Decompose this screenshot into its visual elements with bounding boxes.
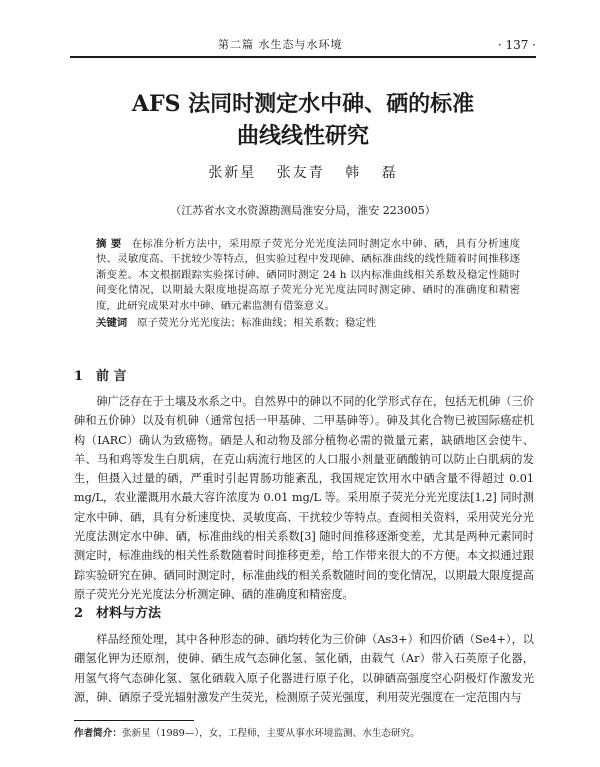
paper-title	[70, 88, 536, 152]
section-number: 2	[74, 606, 84, 621]
authors: 张新星 张友青 韩 磊	[208, 165, 398, 181]
author-footnote	[74, 727, 534, 741]
abstract	[96, 237, 520, 314]
page-number: · 137 ·	[497, 38, 536, 52]
title-line-2: 曲线线性研究	[236, 123, 369, 149]
introduction-paragraph: 砷广泛存在于土壤及水系之中。自然界中的砷以不同的化学形式存在，包括无机砷（三价砷和五价砷）以及有机砷（通常包括一甲基砷、二甲基砷等）。砷及其化合物已被国际癌症机构（IARC）确认为致癌物。硒是人和动物及部分植物必需的微量元素，缺硒地区会使牛、羊、马和鸡等发生白肌病，在克山病流行地区的人口服小剂量亚硒酸钠可以防止白肌病的发生，但摄入过量的硒，严重时引起胃肠功能紊乱，我国规定饮用水中硒含量不得超过 0.01 mg/L，农业灌溉用水最大容许浓度为 0.01 mg/L 等。采用原子荧光分光光度法[1,2] 同时测定水中砷、硒，具有分析速度快、灵敏度高、干扰较少等特点。查阅相关资料，采用荧光分光光度法测定水中砷、硒，标准曲线的相关系数[3] 随时间推移逐渐变差，尤其是两种元素同时测定时，标准曲线的相关性系数随着时间推移更差，给工作带来很大的不方便。本文拟通过跟踪实验研究在砷、硒同时测定时，标准曲线的相关系数随时间的变化情况，以期最大限度提高原子荧光分光光度法分析测定砷、硒的准确度和精密度。	[74, 395, 534, 601]
methods-paragraph: 样品经预处理，其中各种形态的砷、硒均转化为三价砷（As3+）和四价硒（Se4+），以硼氢化钾为还原剂，使砷、硒生成气态砷化氢、氢化硒，由载气（Ar）带入石英原子化器，用氢气将气态砷化氢、氢化硒载入原子化器进行原子化，以砷硒高强度空心阴极灯作激发光源，砷、硒原子受光辐射激发产生荧光，检测原子荧光强度，利用荧光强度在一定范围内与	[74, 633, 534, 704]
affiliation: （江苏省水文水资源勘测局淮安分局，淮安 223005）	[170, 204, 436, 217]
section-title: 前 言	[96, 369, 127, 384]
section-title: 材料与方法	[96, 606, 162, 621]
header-rule	[70, 56, 536, 58]
section-heading-methods	[74, 605, 161, 623]
running-head-section: 第二篇 水生态与水环境	[218, 38, 343, 51]
title-line-1: AFS 法同时测定水中砷、硒的标准	[131, 91, 475, 117]
section-heading-introduction	[74, 368, 127, 386]
section-number: 1	[74, 369, 84, 384]
abstract-block	[96, 237, 520, 331]
footnote-rule	[74, 720, 194, 721]
keywords	[96, 316, 520, 331]
footnote-label: 作者简介：	[74, 728, 122, 739]
abstract-text: 在标准分析方法中，采用原子荧光分光光度法同时测定水中砷、硒，具有分析速度快、灵敏度高、干扰较少等特点，但实验过程中发现砷、硒标准曲线的线性随着时间推移逐渐变差。本文根据跟踪实验探讨砷、硒同时测定 24 h 以内标准曲线相关系数及稳定性随时间变化情况，以期最大限度地提高原子荧光分光光度法同时测定砷、硒时的准确度和精密度，此研究成果对水中砷、硒元素监测有借鉴意义。	[96, 238, 520, 312]
keywords-label: 关键词	[96, 317, 128, 330]
keywords-text: 原子荧光分光光度法；标准曲线；相关系数；稳定性	[137, 317, 377, 330]
footnote-text: 张新星（1989—），女，工程师，主要从事水环境监测、水生态研究。	[121, 728, 420, 739]
running-head	[70, 36, 536, 54]
abstract-label: 摘 要	[96, 238, 122, 250]
